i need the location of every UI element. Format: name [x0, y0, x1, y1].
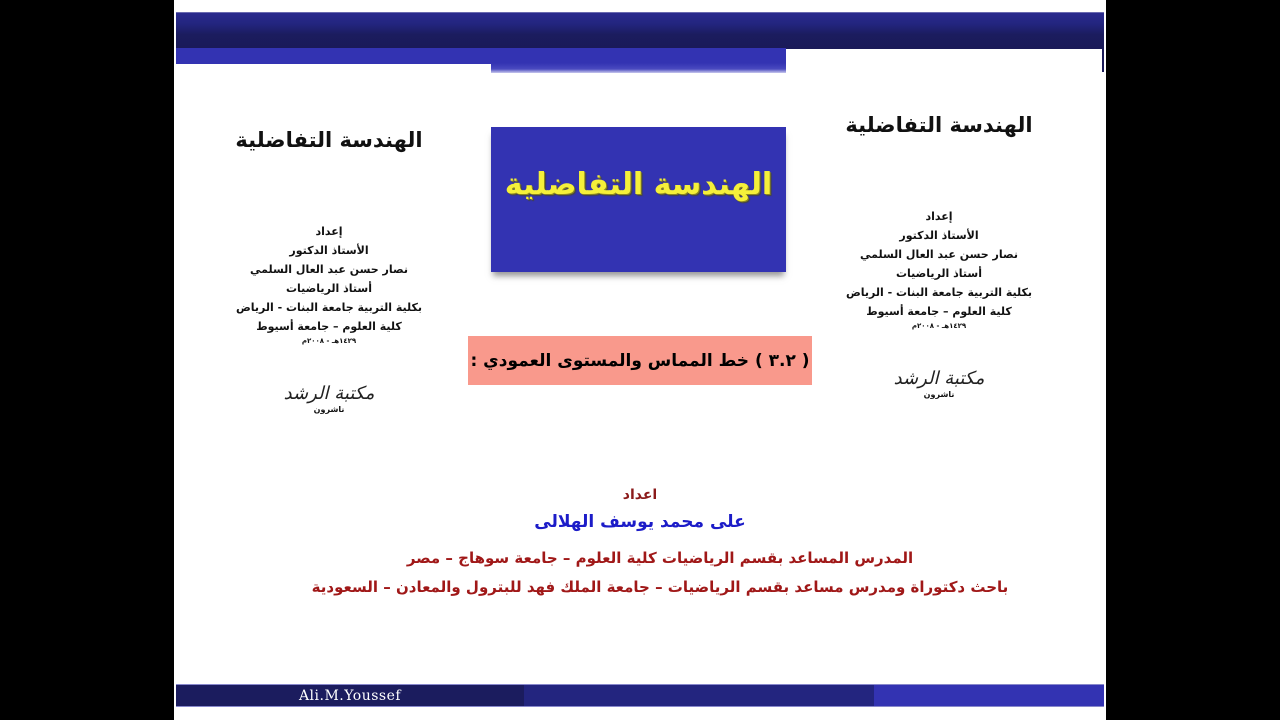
publisher-subtitle: ناشرون: [313, 405, 345, 414]
book-cover-left: [214, 128, 444, 414]
cover-credits: [214, 222, 444, 336]
publisher-subtitle: ناشرون: [923, 390, 955, 399]
cover-line: الأستاذ الدكتور: [289, 244, 369, 257]
top-decorative-edge: [1102, 48, 1104, 72]
publisher-logo: [824, 368, 1054, 399]
book-cover-right: [824, 113, 1054, 399]
cover-year: ١٤٢٩هـ - ٢٠٠٨م: [911, 322, 967, 330]
publisher-calligraphy-icon: مكتبة الرشد: [283, 383, 375, 404]
prepared-by-label: اعداد: [622, 487, 658, 503]
cover-line: بكلية التربية جامعة البنات - الرياض: [235, 301, 423, 314]
footer-author-label: Ali.M.Youssef: [298, 687, 402, 704]
top-decorative-strip: [176, 48, 786, 64]
cover-year: ١٤٢٩هـ - ٢٠٠٨م: [301, 337, 357, 345]
section-title: ( ٣.٢ ) خط المماس والمستوى العمودي :: [470, 350, 810, 371]
cover-line: كلية العلوم – جامعة أسيوط: [256, 320, 402, 333]
author-name: على محمد يوسف الهلالى: [534, 512, 746, 532]
cover-line: إعداد: [315, 225, 343, 238]
author-affiliation-1: المدرس المساعد بقسم الرياضيات كلية العلوم – جامعة سوهاج – مصر: [406, 549, 914, 567]
cover-line: بكلية التربية جامعة البنات - الرياض: [845, 286, 1033, 299]
cover-line: نصار حسن عبد العال السلمي: [859, 248, 1018, 261]
cover-line: كلية العلوم – جامعة أسيوط: [866, 305, 1012, 318]
publisher-logo: [214, 383, 444, 414]
cover-line: الأستاذ الدكتور: [899, 229, 979, 242]
publisher-calligraphy-icon: مكتبة الرشد: [893, 368, 985, 389]
footer-segment-mid: [524, 685, 874, 706]
cover-line: نصار حسن عبد العال السلمي: [249, 263, 408, 276]
section-heading-box: [468, 336, 812, 385]
cover-line: أستاذ الرياضيات: [286, 282, 372, 295]
cover-title: الهندسة التفاضلية: [845, 113, 1033, 137]
footer-segment-light: [874, 685, 1104, 706]
footer-bar: [176, 684, 1104, 707]
top-decorative-strip-extension: [491, 63, 786, 73]
author-affiliation-2: باحث دكتوراة ومدرس مساعد بقسم الرياضيات – جامعة الملك فهد للبترول والمعادن – السعودية: [311, 578, 1009, 596]
cover-line: أستاذ الرياضيات: [896, 267, 982, 280]
slide: [174, 0, 1106, 720]
main-title: الهندسة التفاضلية: [504, 167, 773, 202]
cover-credits: [824, 207, 1054, 321]
top-decorative-band: [176, 12, 1104, 49]
footer-segment-dark: [176, 685, 524, 706]
cover-title: الهندسة التفاضلية: [235, 128, 423, 152]
center-title-box: [491, 127, 786, 272]
cover-line: إعداد: [925, 210, 953, 223]
